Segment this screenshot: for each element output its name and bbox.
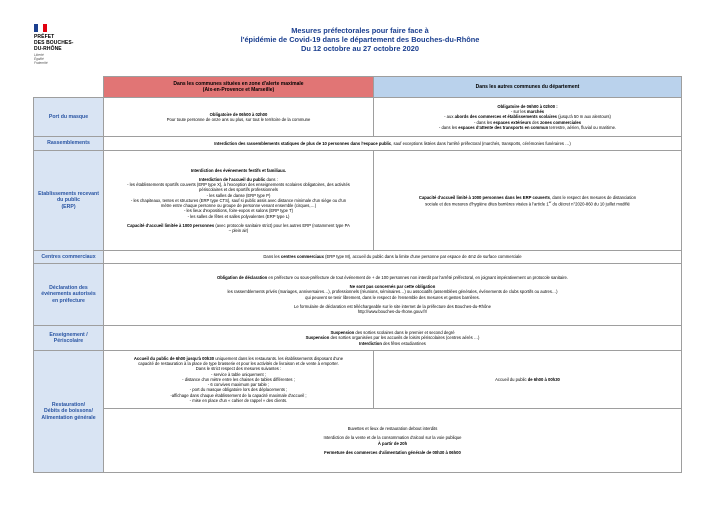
row-rassemblements <box>34 137 682 151</box>
row-centres-commerciaux <box>34 251 682 264</box>
enseignement-cell: Suspension des sorties scolaires dans le premier et second degré Suspension des sorties organisées par les accueils de loisirs périscolaires (centres aérés …) Interdiction des fêtes estudiantines <box>104 326 682 351</box>
logo-text: PRÉFET DES BOUCHES- DU-RHÔNE <box>34 34 74 52</box>
label-rassemblements: Rassemblements <box>34 137 104 151</box>
row-restauration-b <box>34 409 682 473</box>
rassemblements-cell: Interdiction des rassemblements statiques de plus de 10 personnes dans l'espace public, sauf exceptions listées dans l'arrêté préfectoral (marchés, transports, cérémonies funéraires …) <box>104 137 682 151</box>
french-flag-icon <box>34 24 47 32</box>
document-title: Mesures préfectorales pour faire face à l'épidémie de Covid-19 dans le département des Bouches-du-Rhône Du 12 octobre au 27 octobre 2020 <box>240 26 480 53</box>
row-enseignement <box>34 326 682 351</box>
restauration-other-cell: Accueil du public de 6h00 à 00h30 <box>374 351 682 409</box>
label-enseignement: Enseignement / Périscolaire <box>34 326 104 351</box>
row-restauration-a <box>34 351 682 409</box>
row-masque <box>34 98 682 137</box>
erp-other-cell: Capacité d'accueil limité à 1000 personnes dans les ERP couverts, dans le respect des mesures de distanciation sociale et des mesures d'hygiène dites barrières visées à l'article 1er du décret n°2020-860 du 10 juillet modifié <box>374 151 682 251</box>
label-port-du-masque: Port du masque <box>34 98 104 137</box>
erp-alert-cell: Interdiction des événements festifs et familiaux. Interdiction de l'accueil du public dans : - les établissements sportifs couverts (ERP type X), à l'exception des enseignements scolaires obligatoires, des activités périscolaires et des sportifs professionnels - les salles de danse (ERP type P) - les chapiteaux, tentes et structures (ERP type CTS), sauf si public assis avec distance minimale d'un siège ou d'un mètre entre chaque personne ou groupe de personne venant ensemble (cirques,…) - les lieux d'expositions, foire-expos et salons (ERP type T) - les salles de fêtes et salles polyvalentes (ERP type L) Capacité d'accueil limitée à 1000 personnes (avec protocole sanitaire strict) pour les autres ERP (notamment type PA – plein air) <box>104 151 374 251</box>
masque-alert-cell: Obligatoire de 06h00 à 02h00 Pour toute personne de onze ans ou plus, sur tout le territoire de la commune <box>104 98 374 137</box>
centres-cell: Dans les centres commerciaux (ERP type M), accueil du public dans la limite d'une personne par espace de 4m2 de surface commerciale <box>104 251 682 264</box>
prefecture-website-link[interactable]: http://www.bouches-du-rhone.gouv.fr/ <box>357 308 428 314</box>
label-declaration: Déclaration des événements autorisés en préfecture <box>34 264 104 326</box>
header-other-communes: Dans les autres communes du département <box>374 77 682 98</box>
label-erp: Etablissements recevant du public (ERP) <box>34 151 104 251</box>
row-declaration <box>34 264 682 326</box>
logo-motto: Liberté Égalité Fraternité <box>34 53 48 65</box>
restauration-alert-cell: Accueil du public de 6h00 jusqu'à 00h30 uniquement dans les restaurants. les établissements disposant d'une capacité de restauration à la place de type brasserie et pour les activités de livraison et de vente à emporter. Dans le strict respect des mesures suivantes : - service à table uniquement ; - distance d'un mètre entre les chaises de tables différentes ; - 6 convives maximum par table ; - port du masque obligatoire lors des déplacements ; -affichage dans chaque établissement de la capacité maximale d'accueil ; - mise en place d'un « cahier de rappel » des clients. <box>104 351 374 409</box>
restauration-common-cell: Buvettes et lieux de restauration debout interdits Interdiction de la vente et de la consommation d'alcool sur la voie publique À partir de 20h Fermeture des commerces d'alimentation générale de 00h30 à 06h00 <box>104 409 682 473</box>
declaration-cell: Obligation de déclaration en préfecture ou sous-préfecture de tout événement de + de 100 personnes non interdit par l'arrêté préfectoral, en joignant impérativement un protocole sanitaire. Ne sont pas concernés par cette obligation les rassemblements privés (mariages, anniversaires…), professionnels (réunions, séminaires…) ou associatifs (assemblées générales, événements de clubs sportifs ou autres…) qui peuvent se tenir librement, dans le respect de l'ensemble des mesures et gestes barrières. Le formulaire de déclaration est téléchargeable sur le site internet de la préfecture des Bouches-du-Rhône http://www.bouches-du-rhone.gouv.fr/ <box>104 264 682 326</box>
header-row <box>34 77 682 98</box>
label-centres-commerciaux: Centres commerciaux <box>34 251 104 264</box>
header-alert-zone: Dans les communes situées en zone d'alerte maximale (Aix-en-Provence et Marseille) <box>104 77 374 98</box>
masque-other-cell: Obligatoire de 06h00 à 02h00 : - sur les marchés - aux abords des commerces et établissements scolaires (jusqu'à 50 m aux alentours) - dans les espaces extérieurs des zones commerciales - dans les espaces d'attente des transports en commun terrestre, aérien, fluvial ou maritime. <box>374 98 682 137</box>
row-erp <box>34 151 682 251</box>
label-restauration: Restauration/ Débits de boissons/ Alimentation générale <box>34 351 104 473</box>
prefecture-logo <box>34 24 94 65</box>
measures-table <box>33 76 682 473</box>
